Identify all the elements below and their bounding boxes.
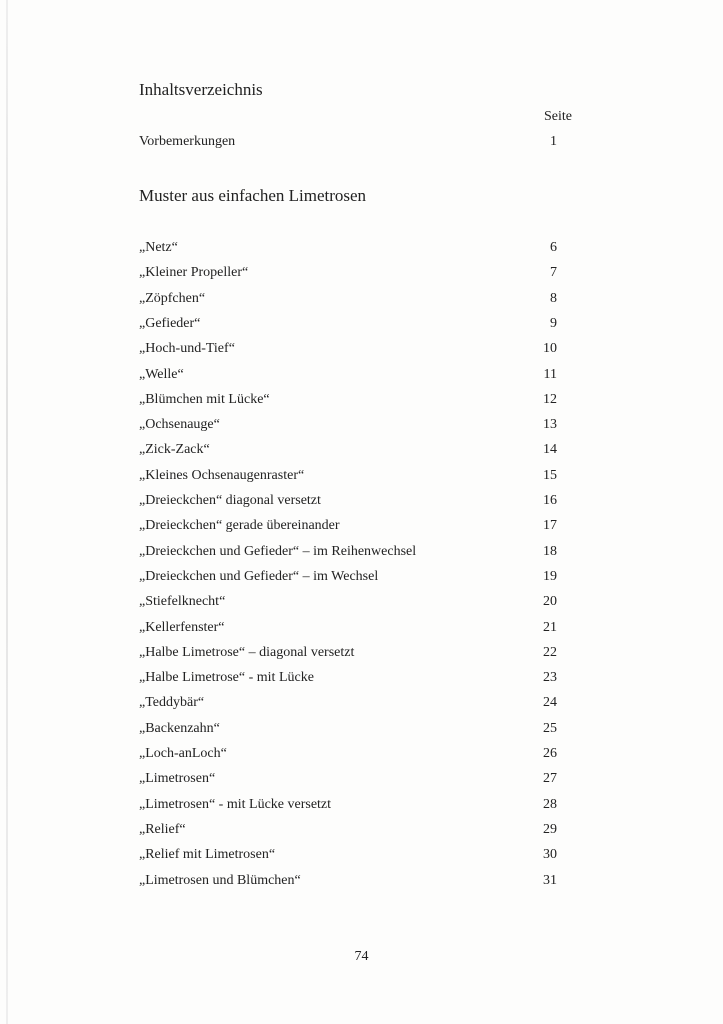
toc-entry-row (139, 518, 557, 538)
toc-entry-label: „Netz“ (139, 240, 178, 255)
toc-entry-row (139, 392, 557, 412)
toc-entry-row (139, 316, 557, 336)
toc-entry-label: „Halbe Limetrose“ – diagonal versetzt (139, 644, 355, 660)
toc-entry-row (139, 873, 557, 893)
toc-entry-row (139, 670, 557, 690)
toc-entry-page: 26 (543, 746, 557, 761)
toc-entry-row (139, 291, 557, 311)
toc-entry-label: „Kleines Ochsenaugenraster“ (139, 467, 305, 483)
toc-entry-row (139, 847, 557, 867)
toc-entry-page: 10 (543, 341, 557, 357)
toc-entry-row (139, 493, 557, 513)
toc-entry-page: 21 (543, 619, 557, 635)
toc-entry-label: „Backenzahn“ (139, 720, 220, 736)
toc-entry-row (139, 771, 557, 791)
toc-entry-label: „Zick-Zack“ (139, 442, 210, 458)
toc-entry-label: „Dreieckchen“ diagonal versetzt (139, 493, 321, 508)
toc-entry-page: 28 (543, 796, 557, 812)
toc-entry-label: „Limetrosen und Blümchen“ (139, 872, 301, 888)
toc-entry-row (139, 695, 557, 715)
toc-entry-page: 6 (550, 240, 557, 255)
toc-entry-label: „Blümchen mit Lücke“ (139, 391, 270, 407)
toc-entry-page: 19 (543, 568, 557, 584)
toc-entry-row (139, 544, 557, 564)
toc-entry-row (139, 822, 557, 842)
toc-entry-row (139, 721, 557, 741)
toc-entry-label: „Gefieder“ (139, 315, 201, 331)
toc-entry-row (139, 417, 557, 437)
toc-entry-row (139, 442, 557, 462)
toc-entry-page: 15 (543, 467, 557, 483)
toc-entry-page: 25 (543, 720, 557, 736)
toc-entry-row (139, 746, 557, 766)
toc-title: Inhaltsverzeichnis (139, 80, 263, 99)
toc-entry-row (139, 620, 557, 640)
toc-entry-label: „Dreieckchen und Gefieder“ – im Wechsel (139, 568, 379, 584)
toc-entry-label: „Relief“ (139, 821, 186, 837)
toc-entry-label: „Dreieckchen und Gefieder“ – im Reihenwechsel (139, 543, 417, 559)
toc-entry-row (139, 468, 557, 488)
toc-preface-page: 1 (550, 134, 557, 149)
toc-entry-row (139, 645, 557, 665)
toc-entry-label: „Kleiner Propeller“ (139, 265, 249, 281)
toc-entry-page: 20 (543, 594, 557, 610)
toc-preface-label: Vorbemerkungen (139, 134, 236, 149)
toc-entry-page: 12 (543, 391, 557, 407)
toc-entry-label: „Halbe Limetrose“ - mit Lücke (139, 670, 314, 686)
toc-entry-page: 14 (543, 442, 557, 458)
toc-entry-label: „Welle“ (139, 366, 184, 382)
toc-entry-label: „Ochsenauge“ (139, 417, 220, 433)
toc-entry-row (139, 797, 557, 817)
toc-entry-label: „Loch-anLoch“ (139, 746, 227, 761)
toc-entry-page: 8 (550, 290, 557, 306)
toc-entry-page: 22 (543, 644, 557, 660)
toc-entry-label: „Stiefelknecht“ (139, 594, 226, 610)
toc-entry-page: 17 (543, 518, 557, 534)
toc-entry-row (139, 240, 557, 260)
toc-entry-row (139, 367, 557, 387)
toc-entry-label: „Zöpfchen“ (139, 290, 206, 306)
toc-entry-label: „Kellerfenster“ (139, 619, 225, 635)
toc-entry-page: 13 (543, 417, 557, 433)
toc-entry-label: „Dreieckchen“ gerade übereinander (139, 518, 340, 534)
toc-entry-row (139, 265, 557, 285)
toc-entry-label: „Limetrosen“ (139, 771, 216, 787)
section-heading: Muster aus einfachen Limetrosen (139, 186, 367, 205)
footer-page-number: 74 (354, 949, 369, 964)
toc-entry-page: 23 (543, 670, 557, 686)
toc-entry-page: 31 (543, 872, 557, 888)
toc-entry-page: 24 (543, 695, 557, 711)
toc-entry-page: 30 (543, 847, 557, 863)
toc-entry-row (139, 341, 557, 361)
toc-entry-page: 29 (543, 821, 557, 837)
toc-entry-label: „Hoch-und-Tief“ (139, 341, 235, 357)
toc-entry-page: 18 (543, 543, 557, 559)
toc-entry-page: 7 (550, 265, 557, 281)
toc-entry-page: 9 (550, 315, 557, 331)
toc-entry-page: 11 (543, 366, 557, 382)
toc-entry-label: „Teddybär“ (139, 695, 205, 711)
toc-entry-page: 27 (543, 771, 557, 787)
toc-entry-label: „Limetrosen“ - mit Lücke versetzt (139, 796, 332, 812)
toc-entry-row (139, 569, 557, 589)
toc-entry-label: „Relief mit Limetrosen“ (139, 847, 276, 863)
toc-entry-page: 16 (543, 493, 557, 508)
page-column-header: Seite (544, 109, 572, 124)
toc-entry-row (139, 594, 557, 614)
